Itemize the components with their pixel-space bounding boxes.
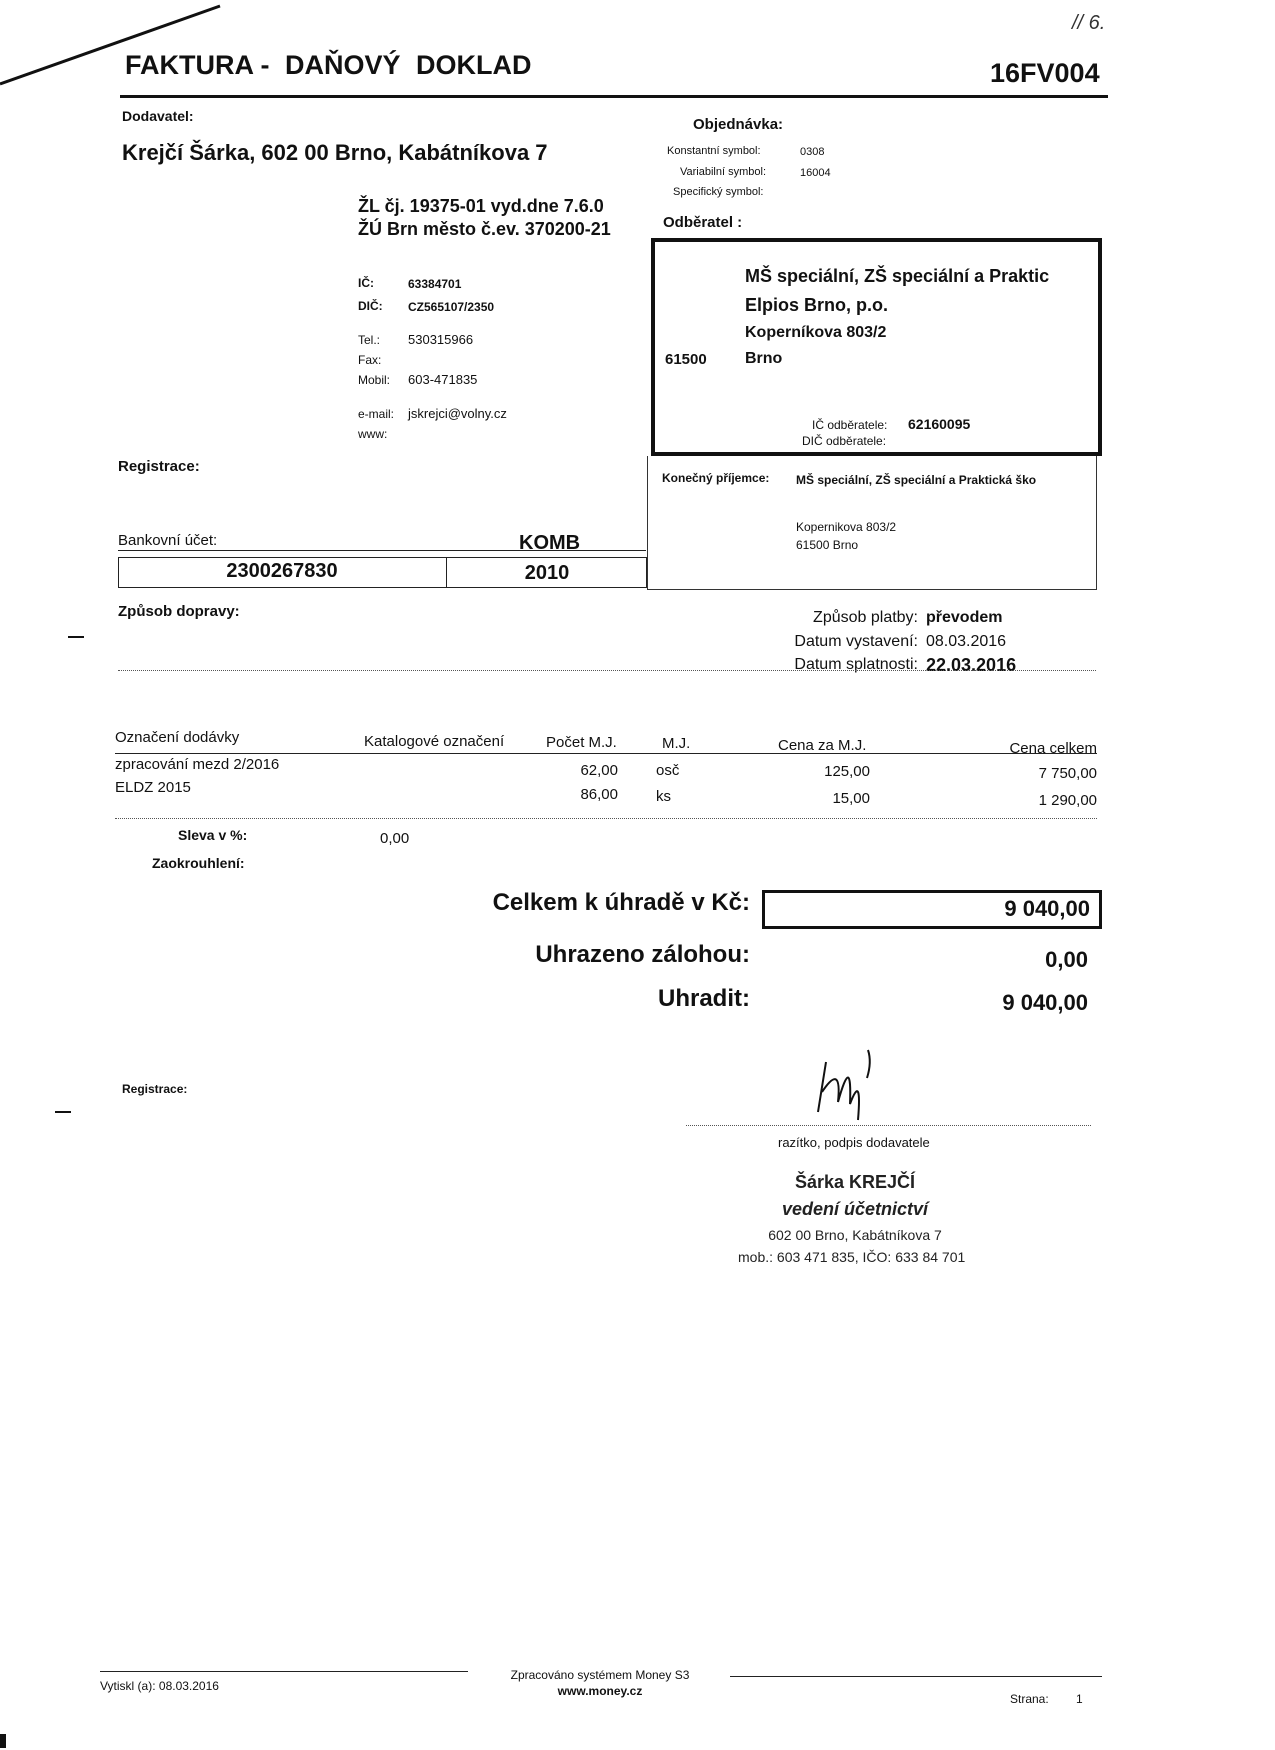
item-name: zpracování mezd 2/2016 xyxy=(115,756,280,773)
stamp-line1: Šárka KREJČÍ xyxy=(794,1172,916,1192)
pay-label: Uhradit: xyxy=(658,985,750,1012)
final-recipient-city: 61500 Brno xyxy=(796,538,859,552)
col-item: Označení dodávky xyxy=(115,729,240,746)
supplier-dic-label: DIČ: xyxy=(358,299,383,313)
customer-street: Koperníkova 803/2 xyxy=(745,324,887,341)
supplier-email: jskrejci@volny.cz xyxy=(408,406,507,421)
issued-label: Datum vystavení: xyxy=(794,633,918,650)
final-recipient-street: Kopernikova 803/2 xyxy=(796,520,897,534)
supplier-tel-label: Tel.: xyxy=(358,333,381,347)
customer-zip: 61500 xyxy=(665,351,707,368)
stamp-line2: vedení účetnictví xyxy=(781,1199,929,1219)
transport-label: Způsob dopravy: xyxy=(118,603,240,620)
item-unit-price: 15,00 xyxy=(832,790,870,807)
scan-mark xyxy=(55,1111,71,1113)
stamp-line3: 602 00 Brno, Kabátníkova 7 xyxy=(768,1227,942,1243)
items-end-rule xyxy=(115,818,1097,819)
ss-label: Specifický symbol: xyxy=(673,186,764,198)
title-faktura: FAKTURA - xyxy=(125,50,270,80)
bank-name: KOMB xyxy=(519,532,581,554)
bank-label: Bankovní účet: xyxy=(118,532,218,549)
footer-website: www.money.cz xyxy=(557,1684,643,1698)
col-unit: M.J. xyxy=(662,735,691,752)
supplier-zu: ŽÚ Brn město č.ev. 370200-21 xyxy=(358,219,611,239)
final-recipient-name: MŠ speciální, ZŠ speciální a Praktická ško xyxy=(796,473,1037,487)
footer-rule-left xyxy=(100,1671,468,1672)
scan-mark xyxy=(0,1734,6,1748)
supplier-dic: CZ565107/2350 xyxy=(408,300,495,314)
item-unit: osč xyxy=(656,762,680,779)
title-danovy: DAŇOVÝ xyxy=(285,50,401,80)
payment-method: převodem xyxy=(926,609,1003,626)
item-name: ELDZ 2015 xyxy=(115,779,191,796)
supplier-tel: 530315966 xyxy=(408,332,474,347)
item-total: 1 290,00 xyxy=(1038,792,1097,809)
issued-date: 08.03.2016 xyxy=(926,633,1007,650)
footer-rule-right xyxy=(730,1676,1102,1677)
supplier-zl: ŽL čj. 19375-01 vyd.dne 7.6.0 xyxy=(358,196,604,216)
items-header-rule xyxy=(115,753,1097,754)
vs-label: Variabilní symbol: xyxy=(680,166,766,178)
signature-rule xyxy=(686,1125,1091,1126)
payment-method-label: Způsob platby: xyxy=(813,609,918,626)
vs-value: 16004 xyxy=(800,167,831,179)
bank-code: 2010 xyxy=(524,562,570,584)
signature-caption: razítko, podpis dodavatele xyxy=(778,1135,930,1150)
customer-dic-label: DIČ odběratele: xyxy=(802,434,887,448)
ks-label: Konstantní symbol: xyxy=(667,145,761,157)
bank-label-rule xyxy=(118,550,646,551)
doc-number: 16FV004 xyxy=(990,58,1100,88)
item-qty: 62,00 xyxy=(580,762,618,779)
header-rule xyxy=(120,95,1108,98)
due-label: Datum splatnosti: xyxy=(794,656,918,673)
supplier-ic-label: IČ: xyxy=(358,276,374,290)
col-catalog: Katalogové označení xyxy=(364,733,505,750)
registrace-label: Registrace: xyxy=(118,458,200,475)
final-recipient-label: Konečný příjemce: xyxy=(662,471,770,485)
advance-label: Uhrazeno zálohou: xyxy=(535,941,750,968)
margin-note: // 6. xyxy=(1072,12,1106,34)
stamp-line4: mob.: 603 471 835, IČO: 633 84 701 xyxy=(738,1249,966,1265)
col-total: Cena celkem xyxy=(1009,740,1097,757)
bank-account: 2300267830 xyxy=(226,560,338,582)
transport-rule xyxy=(118,670,1096,671)
footer-page-label: Strana: xyxy=(1010,1692,1049,1706)
customer-label: Odběratel : xyxy=(663,214,743,231)
customer-name2: Elpios Brno, p.o. xyxy=(745,295,888,315)
item-total: 7 750,00 xyxy=(1038,765,1097,782)
supplier-ic: 63384701 xyxy=(408,277,462,291)
due-date: 22.03.2016 xyxy=(926,655,1017,675)
supplier-www-label: www: xyxy=(358,427,388,441)
customer-ic-label: IČ odběratele: xyxy=(812,418,888,432)
footer-printed: Vytiskl (a): 08.03.2016 xyxy=(100,1679,219,1693)
item-unit: ks xyxy=(656,788,671,805)
supplier-label: Dodavatel: xyxy=(122,108,194,124)
discount-label: Sleva v %: xyxy=(178,827,248,843)
doc-title xyxy=(125,50,532,81)
col-qty: Počet M.J. xyxy=(546,734,617,751)
supplier-mobil-label: Mobil: xyxy=(358,373,391,387)
item-unit-price: 125,00 xyxy=(824,763,870,780)
ks-value: 0308 xyxy=(800,146,825,158)
supplier-email-label: e-mail: xyxy=(358,407,395,421)
supplier-name: Krejčí Šárka, 602 00 Brno, Kabátníkova 7 xyxy=(122,140,548,165)
item-qty: 86,00 xyxy=(580,786,618,803)
customer-city: Brno xyxy=(745,350,783,367)
supplier-mobil: 603-471835 xyxy=(408,372,478,387)
footer-system: Zpracováno systémem Money S3 xyxy=(510,1668,690,1682)
signature-registrace-label: Registrace: xyxy=(122,1082,188,1096)
discount-value: 0,00 xyxy=(380,830,410,847)
scan-mark xyxy=(68,636,84,638)
customer-ic: 62160095 xyxy=(908,416,971,432)
total-label: Celkem k úhradě v Kč: xyxy=(492,889,750,916)
col-unit-price: Cena za M.J. xyxy=(778,737,867,754)
footer-page-number: 1 xyxy=(1076,1692,1083,1706)
rounding-label: Zaokrouhlení: xyxy=(152,855,245,871)
pay-value: 9 040,00 xyxy=(1002,990,1088,1015)
handwritten-signature xyxy=(812,1042,912,1132)
total-value: 9 040,00 xyxy=(1004,896,1090,921)
title-doklad: DOKLAD xyxy=(416,50,532,80)
supplier-fax-label: Fax: xyxy=(358,353,382,367)
customer-name1: MŠ speciální, ZŠ speciální a Praktic xyxy=(745,266,1050,286)
order-label: Objednávka: xyxy=(693,116,784,133)
advance-value: 0,00 xyxy=(1045,947,1088,972)
